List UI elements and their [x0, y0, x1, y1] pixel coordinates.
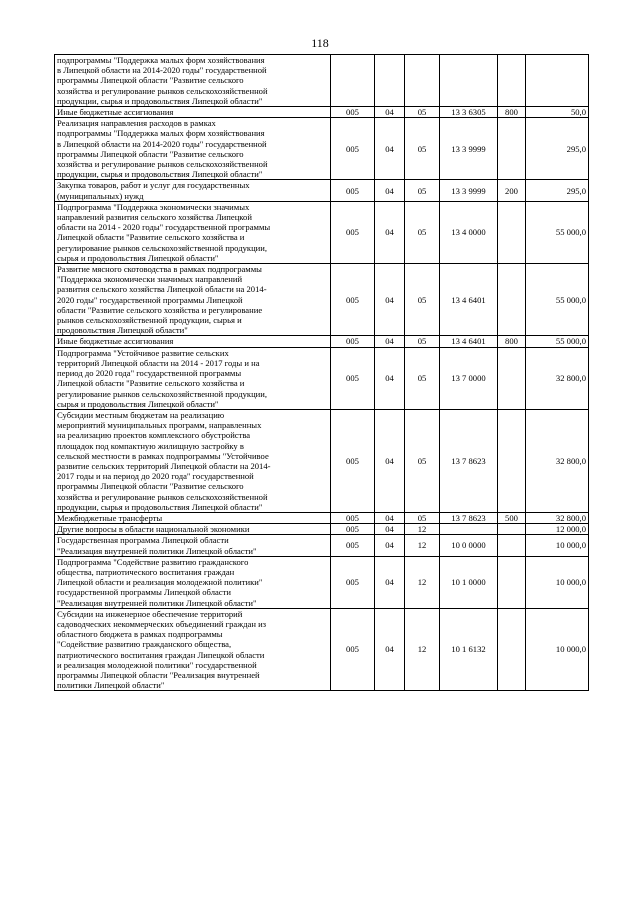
row-name-line: период до 2020 года" государственной программы [57, 368, 242, 379]
amount [526, 55, 589, 107]
amount: 55 000,0 [526, 264, 589, 336]
row-name-line: продукции, сырья и продовольствия Липецкой области" [57, 501, 263, 512]
row-name-line: регулирование рынков сельскохозяйственной продукции, [57, 242, 268, 253]
row-name-line: регулирование рынков сельскохозяйственной продукции, [57, 388, 268, 399]
row-name-line: Государственная программа Липецкой области [57, 535, 229, 546]
row-name [55, 201, 331, 263]
row-name-line: Реализация направления расходов в рамках [57, 118, 216, 129]
amount: 295,0 [526, 118, 589, 180]
subsection-code: 05 [405, 512, 440, 523]
amount: 32 800,0 [526, 512, 589, 523]
row-name-line: садоводческих некоммерческих объединений граждан из [57, 618, 267, 629]
row-name [55, 556, 331, 608]
expense-type-code [498, 524, 526, 535]
row-name [55, 107, 331, 118]
expense-type-code [498, 55, 526, 107]
row-name-line: Иные бюджетные ассигнования [57, 336, 174, 347]
ministry-code: 005 [331, 107, 375, 118]
row-name [55, 347, 331, 409]
row-name-line: Межбюджетные трансферты [57, 512, 163, 523]
section-code: 04 [375, 336, 405, 347]
amount: 10 000,0 [526, 608, 589, 691]
table-row [55, 180, 589, 201]
row-name-line: Подпрограмма "Устойчивое развитие сельских [57, 347, 229, 358]
row-name-line: "Реализация внутренней политики Липецкой области" [57, 597, 257, 608]
row-name-line: развития сельского хозяйства Липецкой области на 2014- [57, 284, 267, 295]
table-row [55, 512, 589, 523]
row-name-line: продовольствия Липецкой области" [57, 325, 188, 336]
row-name-line: территорий Липецкой области на 2014 - 2017 годы и на [57, 357, 260, 368]
section-code [375, 55, 405, 107]
section-code: 04 [375, 409, 405, 512]
row-name-line: сельской местности в рамках подпрограммы "Устойчивое [57, 450, 269, 461]
target-article-code: 13 7 8623 [440, 409, 498, 512]
amount: 55 000,0 [526, 336, 589, 347]
row-name-line: и реализация молодежной политики" государственной [57, 659, 257, 670]
table-row [55, 55, 589, 107]
row-name-line: продукции, сырья и продовольствия Липецкой области" [57, 169, 263, 180]
row-name-line: программы Липецкой области "Реализация внутренней [57, 669, 260, 680]
row-name-line: области на 2014 - 2020 годы" государственной программы [57, 222, 271, 233]
table-row [55, 201, 589, 263]
subsection-code: 05 [405, 409, 440, 512]
row-name-line: площадок под компактную жилищную застройку в [57, 440, 244, 451]
row-name [55, 608, 331, 691]
subsection-code: 05 [405, 118, 440, 180]
ministry-code: 005 [331, 336, 375, 347]
table-body [55, 55, 589, 691]
row-name-line: хозяйства и регулирование рынков сельскохозяйственной [57, 491, 268, 502]
amount: 12 000,0 [526, 524, 589, 535]
table-row [55, 347, 589, 409]
expense-type-code: 800 [498, 336, 526, 347]
target-article-code: 13 4 0000 [440, 201, 498, 263]
row-name-line: "Поддержка экономически значимых направлений [57, 274, 243, 285]
table-row [55, 264, 589, 336]
target-article-code: 10 1 0000 [440, 556, 498, 608]
table-row [55, 556, 589, 608]
row-name-line: в Липецкой области на 2014-2020 годы" государственной [57, 138, 267, 149]
row-name-line: Подпрограмма "Поддержка экономически значимых [57, 201, 250, 212]
table-row [55, 107, 589, 118]
subsection-code: 12 [405, 556, 440, 608]
row-name-line: продукции, сырья и продовольствия Липецкой области" [57, 95, 263, 106]
subsection-code: 05 [405, 180, 440, 201]
target-article-code: 13 3 6305 [440, 107, 498, 118]
row-name-line: рынков сельскохозяйственной продукции, сырья и [57, 315, 242, 326]
row-name-line: государственной программы Липецкой области [57, 587, 231, 598]
row-name-line: области "Развитие сельского хозяйства и регулирование [57, 304, 263, 315]
amount: 10 000,0 [526, 556, 589, 608]
row-name-line: областного бюджета в рамках подпрограммы [57, 629, 223, 640]
subsection-code: 12 [405, 535, 440, 556]
row-name [55, 524, 331, 535]
amount: 10 000,0 [526, 535, 589, 556]
subsection-code: 05 [405, 264, 440, 336]
row-name-line: Липецкой области "Развитие сельского хозяйства и [57, 232, 245, 243]
target-article-code [440, 524, 498, 535]
row-name [55, 118, 331, 180]
row-name-line: Липецкой области "Развитие сельского хозяйства и [57, 378, 245, 389]
row-name-line: хозяйства и регулирование рынков сельскохозяйственной [57, 85, 268, 96]
row-name-line: (муниципальных) нужд [57, 190, 144, 201]
row-name-line: программы Липецкой области "Развитие сельского [57, 148, 244, 159]
row-name-line: сырья и продовольствия Липецкой области" [57, 398, 219, 409]
target-article-code: 13 4 6401 [440, 264, 498, 336]
row-name [55, 336, 331, 347]
row-name-line: Липецкой области и реализация молодежной политики" [57, 577, 263, 588]
section-code: 04 [375, 535, 405, 556]
row-name-line: Иные бюджетные ассигнования [57, 107, 174, 118]
ministry-code: 005 [331, 556, 375, 608]
section-code: 04 [375, 107, 405, 118]
row-name-line: в Липецкой области на 2014-2020 годы" государственной [57, 65, 267, 76]
expense-type-code [498, 264, 526, 336]
budget-table [54, 54, 589, 691]
row-name-line: подпрограммы "Поддержка малых форм хозяйствования [57, 55, 265, 65]
row-name-line: Развитие мясного скотоводства в рамках подпрограммы [57, 264, 262, 275]
ministry-code: 005 [331, 608, 375, 691]
row-name-line: мероприятий муниципальных программ, направленных [57, 420, 262, 431]
target-article-code [440, 55, 498, 107]
target-article-code: 13 7 8623 [440, 512, 498, 523]
amount: 32 800,0 [526, 409, 589, 512]
section-code: 04 [375, 347, 405, 409]
ministry-code: 005 [331, 512, 375, 523]
table-row [55, 535, 589, 556]
section-code: 04 [375, 608, 405, 691]
amount: 50,0 [526, 107, 589, 118]
expense-type-code [498, 201, 526, 263]
ministry-code: 005 [331, 201, 375, 263]
row-name [55, 55, 331, 107]
expense-type-code: 800 [498, 107, 526, 118]
section-code: 04 [375, 512, 405, 523]
row-name-line: программы Липецкой области "Развитие сельского [57, 75, 244, 86]
ministry-code: 005 [331, 118, 375, 180]
section-code: 04 [375, 264, 405, 336]
amount: 32 800,0 [526, 347, 589, 409]
row-name [55, 535, 331, 556]
section-code: 04 [375, 118, 405, 180]
row-name-line: политики Липецкой области" [57, 680, 165, 691]
target-article-code: 13 3 9999 [440, 180, 498, 201]
row-name-line: подпрограммы "Поддержка малых форм хозяйствования [57, 128, 265, 139]
target-article-code: 13 3 9999 [440, 118, 498, 180]
row-name-line: "Содействие развитию гражданского общества, [57, 639, 232, 650]
amount: 55 000,0 [526, 201, 589, 263]
row-name-line: Другие вопросы в области национальной экономики [57, 524, 250, 535]
expense-type-code [498, 347, 526, 409]
ministry-code: 005 [331, 264, 375, 336]
ministry-code: 005 [331, 180, 375, 201]
section-code: 04 [375, 524, 405, 535]
row-name-line: Подпрограмма "Содействие развитию гражданского [57, 556, 249, 567]
row-name-line: направлений развития сельского хозяйства Липецкой [57, 212, 252, 223]
row-name [55, 512, 331, 523]
expense-type-code [498, 535, 526, 556]
row-name-line: на реализацию проектов комплексного обустройства [57, 430, 251, 441]
subsection-code: 05 [405, 347, 440, 409]
section-code: 04 [375, 556, 405, 608]
subsection-code: 05 [405, 201, 440, 263]
expense-type-code [498, 118, 526, 180]
row-name-line: "Реализация внутренней политики Липецкой области" [57, 545, 257, 556]
subsection-code: 05 [405, 336, 440, 347]
row-name-line: хозяйства и регулирование рынков сельскохозяйственной [57, 159, 268, 170]
row-name-line: 2020 годы" государственной программы Липецкой [57, 294, 243, 305]
target-article-code: 10 0 0000 [440, 535, 498, 556]
row-name-line: общества, патриотического воспитания граждан [57, 566, 235, 577]
row-name-line: патриотического воспитания граждан Липецкой области [57, 649, 265, 660]
row-name [55, 180, 331, 201]
expense-type-code [498, 608, 526, 691]
subsection-code: 12 [405, 608, 440, 691]
row-name-line: развитие сельских территорий Липецкой области на 2014- [57, 460, 271, 471]
table-row [55, 608, 589, 691]
section-code: 04 [375, 180, 405, 201]
expense-type-code [498, 409, 526, 512]
ministry-code: 005 [331, 347, 375, 409]
ministry-code: 005 [331, 409, 375, 512]
ministry-code: 005 [331, 524, 375, 535]
row-name-line: Закупка товаров, работ и услуг для государственных [57, 180, 250, 191]
table-row [55, 118, 589, 180]
row-name-line: сырья и продовольствия Липецкой области" [57, 252, 219, 263]
page-number: 118 [311, 36, 329, 50]
section-code: 04 [375, 201, 405, 263]
subsection-code [405, 55, 440, 107]
ministry-code [331, 55, 375, 107]
expense-type-code: 500 [498, 512, 526, 523]
row-name-line: Субсидии на инженерное обеспечение территорий [57, 608, 243, 619]
amount: 295,0 [526, 180, 589, 201]
row-name-line: программы Липецкой области "Развитие сельского [57, 481, 244, 492]
target-article-code: 13 4 6401 [440, 336, 498, 347]
target-article-code: 10 1 6132 [440, 608, 498, 691]
row-name-line: Субсидии местным бюджетам на реализацию [57, 409, 225, 420]
table-row [55, 409, 589, 512]
row-name-line: 2017 годы и на период до 2020 года" государственной [57, 471, 254, 482]
table-row [55, 524, 589, 535]
expense-type-code [498, 556, 526, 608]
target-article-code: 13 7 0000 [440, 347, 498, 409]
table-row [55, 336, 589, 347]
ministry-code: 005 [331, 535, 375, 556]
row-name [55, 264, 331, 336]
expense-type-code: 200 [498, 180, 526, 201]
subsection-code: 05 [405, 107, 440, 118]
subsection-code: 12 [405, 524, 440, 535]
row-name [55, 409, 331, 512]
